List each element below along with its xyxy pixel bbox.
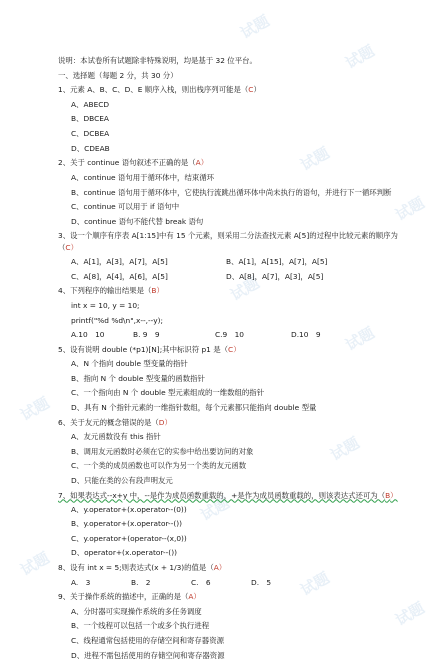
watermark-text: 试题: [342, 323, 378, 355]
option: B、y.operator+(x.operator--()): [71, 519, 183, 529]
option: D、A[8]，A[7]，A[3]，A[5]: [226, 271, 324, 281]
watermark-text: 试题: [342, 41, 378, 73]
answer-mark: A: [195, 158, 201, 168]
option: B. 2: [131, 577, 151, 587]
option: A、A[1]，A[3]，A[7]，A[5]: [71, 257, 168, 267]
answer-mark: B: [151, 286, 157, 296]
question-stem: 6、关于友元的概念错误的是（: [58, 417, 159, 427]
answer-mark: B: [385, 490, 391, 500]
question-stem: 4、下列程序的输出结果是（: [58, 286, 152, 296]
watermark-text: 试题: [17, 548, 53, 580]
watermark-text: 试题: [327, 433, 363, 465]
watermark-text: 试题: [227, 273, 263, 305]
watermark-text: 试题: [392, 193, 428, 225]
question-stem: 8、设有 int x = 5;则表达式(x + 1/3)的值是（: [58, 563, 214, 572]
answer-mark: A: [188, 592, 194, 602]
watermark-text: 试题: [197, 493, 233, 525]
question-9: [58, 590, 398, 605]
question-close: ）: [193, 592, 201, 602]
question-close: ）: [233, 344, 241, 354]
option: A、N 个指向 double 型变量的指针: [71, 359, 188, 369]
question-4: [58, 284, 398, 299]
question-8: [58, 561, 398, 576]
option: A、continue 语句用于循环体中，结束循环: [71, 172, 215, 182]
option: A. 3: [71, 577, 91, 587]
question-close: ）: [164, 417, 172, 427]
question-5: [58, 343, 398, 358]
watermark-text: 试题: [297, 143, 333, 175]
watermark-text: 试题: [392, 598, 428, 630]
question-close: ）: [218, 563, 227, 572]
option: B、指向 N 个 double 型变量的函数指针: [71, 373, 205, 383]
question-close: ）: [253, 85, 261, 95]
option: C、一个指向由 N 个 double 型元素组成的一维数组的指针: [71, 388, 265, 398]
question-close: ）: [70, 243, 78, 253]
question-3: [58, 229, 398, 255]
option: D、continue 语句不能代替 break 语句: [71, 216, 204, 226]
question-7: [58, 489, 398, 503]
option: A、ABECD: [71, 99, 110, 109]
answer-mark: C: [65, 243, 71, 253]
option: D、operator+(x.operator--()): [71, 548, 177, 558]
option: C、continue 可以用于 if 语句中: [71, 201, 180, 211]
option: D、进程不需包括使用的存储空间和寄存器资源: [71, 650, 225, 660]
option: B、DBCEA: [71, 114, 109, 124]
option: B、continue 语句用于循环体中，它使执行流跳出循环体中尚未执行的语句，并进行下一循环判断: [71, 187, 392, 197]
option: D. 5: [251, 577, 272, 587]
question-close: ）: [156, 286, 164, 296]
intro-text: 说明：本试卷所有试题除非特殊说明，均是基于 32 位平台。: [58, 56, 257, 65]
option: C、线程通常包括使用的存储空间和寄存器资源: [71, 635, 224, 645]
answer-mark: A: [213, 563, 219, 572]
question-close: ）: [200, 158, 209, 168]
question-stem: 7、如果表达式--x+y 中，--是作为成员函数重载的，+是作为成员函数重载的，则该表达式还可为（: [58, 490, 386, 500]
option: B、一个线程可以包括一个或多个执行进程: [71, 621, 210, 631]
option: C、A[8]，A[4]，A[6]，A[5]: [71, 271, 168, 281]
option: A.10 10: [71, 330, 105, 340]
watermark-text: 试题: [17, 393, 53, 425]
question-1: [58, 83, 398, 98]
option: C.9 10: [215, 330, 245, 340]
question-6: [58, 416, 398, 431]
option: D.10 9: [291, 330, 321, 340]
question-2: [58, 156, 398, 171]
option: C. 6: [191, 577, 211, 587]
question-stem: 3、设一个顺序有序表 A[1:15]中有 15 个元素，则采用二分法查找元素 A[5]的过程中比较元素的顺序为（: [58, 231, 398, 253]
option-row: [58, 270, 398, 285]
option: D、具有 N 个指针元素的一维指针数组，每个元素都只能指向 double 型量: [71, 403, 317, 413]
answer-mark: C: [248, 85, 254, 95]
question-stem: 5、设有说明 double (*p1)[N];其中标识符 p1 是（: [58, 344, 229, 354]
option: A、友元函数没有 this 指针: [71, 432, 161, 442]
option: D、CDEAB: [71, 143, 110, 153]
option: A、y.operator+(x.operator--(0)): [71, 504, 187, 514]
code-line: int x = 10, y = 10;: [71, 300, 140, 310]
question-stem: 1、元素 A、B、C、D、E 顺序入栈，则出栈序列可能是（: [58, 85, 249, 95]
answer-mark: D: [158, 417, 165, 427]
option: C、一个类的成员函数也可以作为另一个类的友元函数: [71, 461, 247, 471]
answer-mark: C: [228, 344, 234, 354]
question-stem: 9、关于操作系统的描述中，正确的是（: [58, 592, 189, 602]
watermark-text: 试题: [297, 568, 333, 600]
question-stem: 2、关于 continue 语句叙述不正确的是（: [58, 158, 196, 168]
code-line: printf("%d %d\n",x--,--y);: [71, 315, 163, 325]
exam-content: [58, 54, 398, 663]
option: B. 9 9: [133, 330, 160, 340]
option: A、分时器可实现操作系统的多任务调度: [71, 606, 202, 616]
option: C、DCBEA: [71, 128, 110, 138]
option: B、调用友元函数时必须在它的实参中给出要访问的对象: [71, 446, 254, 456]
section-heading: 一、选择题（每题 2 分，共 30 分）: [58, 70, 178, 80]
option: D、只能在类的公有段声明友元: [71, 476, 173, 486]
option-row: [58, 576, 398, 591]
option-row: [58, 255, 398, 270]
question-close: ）: [390, 490, 398, 500]
option: C、y.operator+(operator--(x,0)): [71, 533, 187, 543]
option-row: [58, 328, 398, 343]
watermark-text: 试题: [237, 11, 273, 43]
option: B、A[1]，A[15]，A[7]，A[5]: [226, 257, 328, 267]
